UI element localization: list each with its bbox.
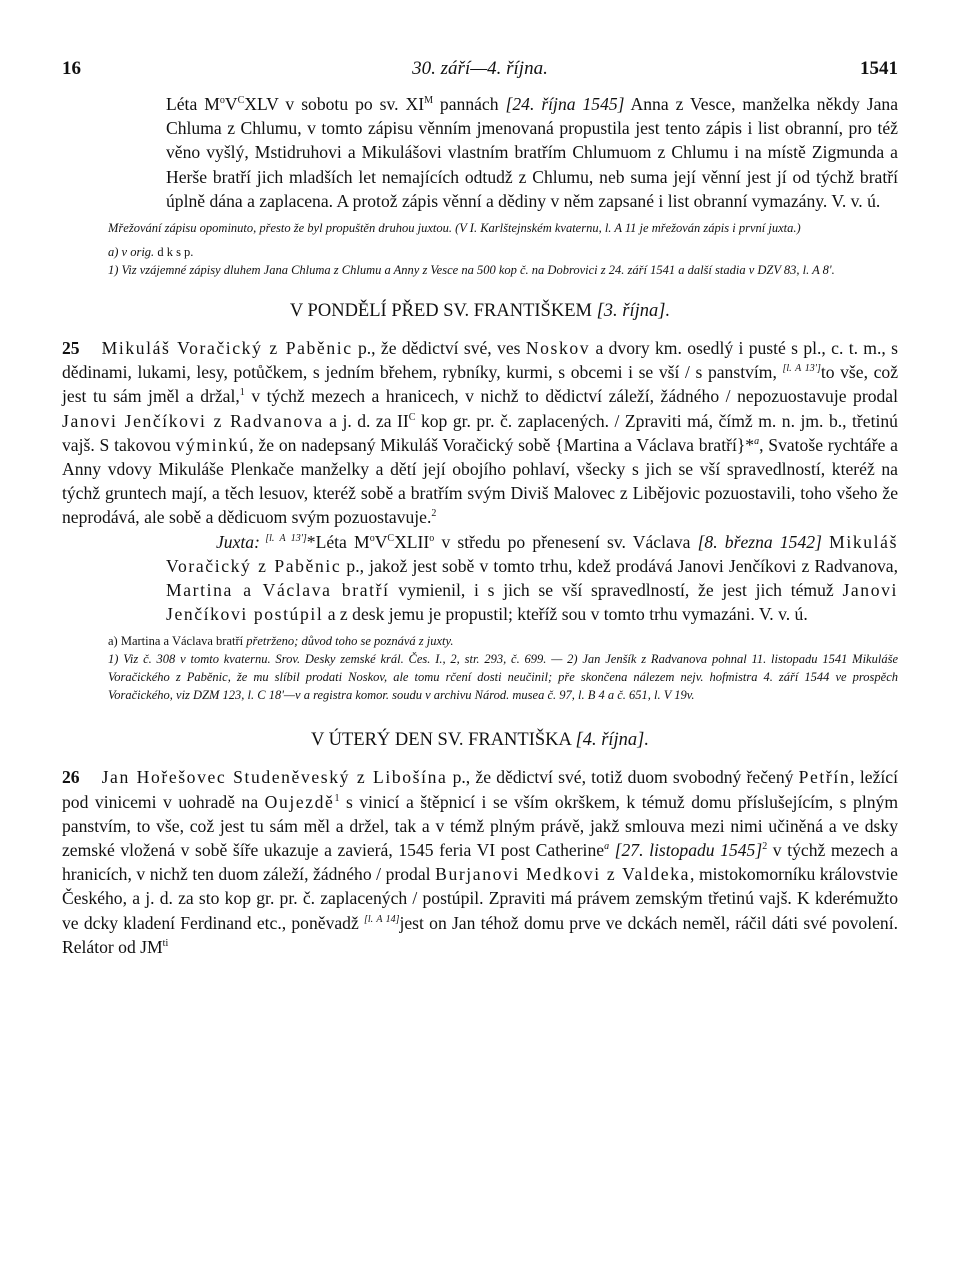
entry-26-paragraph: 26 Jan Hořešovec Studeněveský z Libošína p., že dědictví své, totiž duom svobodný řečený Petřín, ležící pod vinicemi v uohradě na Oujezdě$^1$ s vinicí a štěpnicí i se vším okrškem, k témuž domu příslušejícím, s plným panstvím, to vše, což jest tu sám měl a držel, tak a v témž plným právě, jakž smlouva mezi nimi učiněná a ve dsky zemské vložená v sobě šíře ukazuje a zavierá, 1545 feria VI post Catherine$^a$ [27. listopadu 1545]$^2$ v týchž mezech a hranicích, v nichž ten duom záleží, žádného / prodal Burjanovi Medkovi z Valdeka, mistokomorníku královstvie Českého, a j. d. za sto kop gr. pr. č. zaplacených / postúpil. Zpraviti má právem zemským třetinú vajš. K kderémužto ve dcky kladení Ferdinand etc., poněvadž [l. A 14]jest on Jan téhož domu prve ve dckách neměl, ráčil dáti své povolení. Relátor od $JM^{ti}$: [62, 767, 899, 957]
entry-24-note-main: Mřežování zápisu opominuto, přesto že byl propuštěn druhou juxtou. (V I. Karlštejnském kvaternu, l. A 11 je mřežován zápis i první juxta.): [108, 221, 801, 236]
entry-25-paragraph: 25 Mikuláš Voračický z Paběnic p., že dědictví své, ves Noskov a dvory km. osedlý i pusté s pl., c. t. m., s dědinami, lukami, lesy, potůčkem, s jedním břehem, rybníky, kurmi, s obcemi i se vší / s panstvím, [l. A 13']to vše, což jest tu sám jměl a držal,$^1$ v týchž mezech a hranicech, v nichž to dědictví záleží, žádného / nepozuostavuje prodal Janovi Jenčíkovi z Radvanova a j. d. za $II^C$ kop gr. pr. č. zaplacených. / Zpraviti má, čímž m. n. jm. b., třetinú vajš. S takovou výminkú, že on nadepsaný Mikuláš Voračický sobě {Martina a Václava bratří}*$^a$, Svatoše rychtáře a Anny vdovy Mikuláše Plenkače manželky a dětí její obojího pohlaví, všecky s jich se vší spravedlností, kteréž na týchž gruntech mají, a těch lesuov, kteréž sobě a bratřím svým Diviš Malovec z Libějovic pozuostavili, toho všeho že neprodává, ale sobě a dědicuom svým pozuostavuje.$^2$: [62, 338, 899, 528]
entry-26-number: 26: [62, 767, 80, 788]
entry-24-note-1: 1) Viz vzájemné zápisy dluhem Jana Chluma z Chlumu a Anny z Vesce na 500 kop č. na Dobrovici z 24. září 1541 a další stadia v DZV 83, l. A 8'.: [108, 263, 835, 278]
entry-24-note-a: a) v orig. d k s p.: [108, 245, 194, 260]
page-header: [62, 58, 898, 92]
document-page: [62, 58, 898, 959]
entry-25-note-a: a) Martina a Václava bratří přetrženo; důvod toho se poznává z juxty.: [108, 634, 454, 649]
entry-25-juxta: Juxta: [l. A 13']*Léta $M^oV^CXLII^o$ v středu po přenesení sv. Václava [8. března 1542] Mikuláš Voračický z Paběnic p., jakož jest sobě v tomto trhu, kdež prodává Janovi Jenčíkovi z Radvanova, Martina a Václava bratří vymienil, i s jich se vší spravedlností, že jest jich témuž Janovi Jenčíkovi postúpil a z desk jemu je propustil; kteříž sou v tomto trhu vymazáni. V. v. ú.: [166, 531, 899, 625]
entry-25-number: 25: [62, 338, 80, 359]
entry-24-paragraph: Léta $M^oV^CXLV$ v sobotu po sv. $XI^M$ pannách [24. října 1545] Anna z Vesce, manželka někdy Jana Chluma z Chlumu, v tomto zápisu věnním jmenovaná propustila jest tento zápis i list obranní, pro též věno vyšlý, Mstidruhovi a Mikulášovi vlastním bratřím Chlumuom z Chlumu i na místě Zigmunda a Herše bratří jich mladších let nemajících odtudž z Chlumu, neb suma její věnní jest jí od týchž bratří úplně dána a zaplacena. A protož zápis věnní a dědiny v něm zapsané i list obranní vymazány. V. v. ú.: [166, 94, 899, 211]
header-year: 1541: [860, 58, 898, 79]
section-heading-25: V PONDĚLÍ PŘED SV. FRANTIŠKEM [3. října].: [289, 301, 671, 322]
header-dates: 30. září—4. října.: [412, 58, 548, 79]
page-number: 16: [62, 58, 81, 79]
entry-25-note-1-2: 1) Viz č. 308 v tomto kvaternu. Srov. Desky zemské král. Čes. I., 2, str. 293, č. 699. — 2) Jan Jenšík z Radvanova pohnal 11. listopadu 1541 Mikuláše Voračického z Paběnic, že mu slíbil prodati Noskov, ale tomu rčení dosti neučinil; pře skončena nálezem nejv. hofmistra 4. září 1544 ve prospěch Voračického, viz DZM 123, l. C 18'—v a registra komor. soudu v archivu Národ. musea č. 97, l. B 4 a č. 651, l. V 19v.: [108, 652, 898, 703]
section-heading-26: V ÚTERÝ DEN SV. FRANTIŠKA [4. října].: [310, 730, 650, 751]
entry-24-date: [24. října 1545]: [505, 94, 625, 114]
